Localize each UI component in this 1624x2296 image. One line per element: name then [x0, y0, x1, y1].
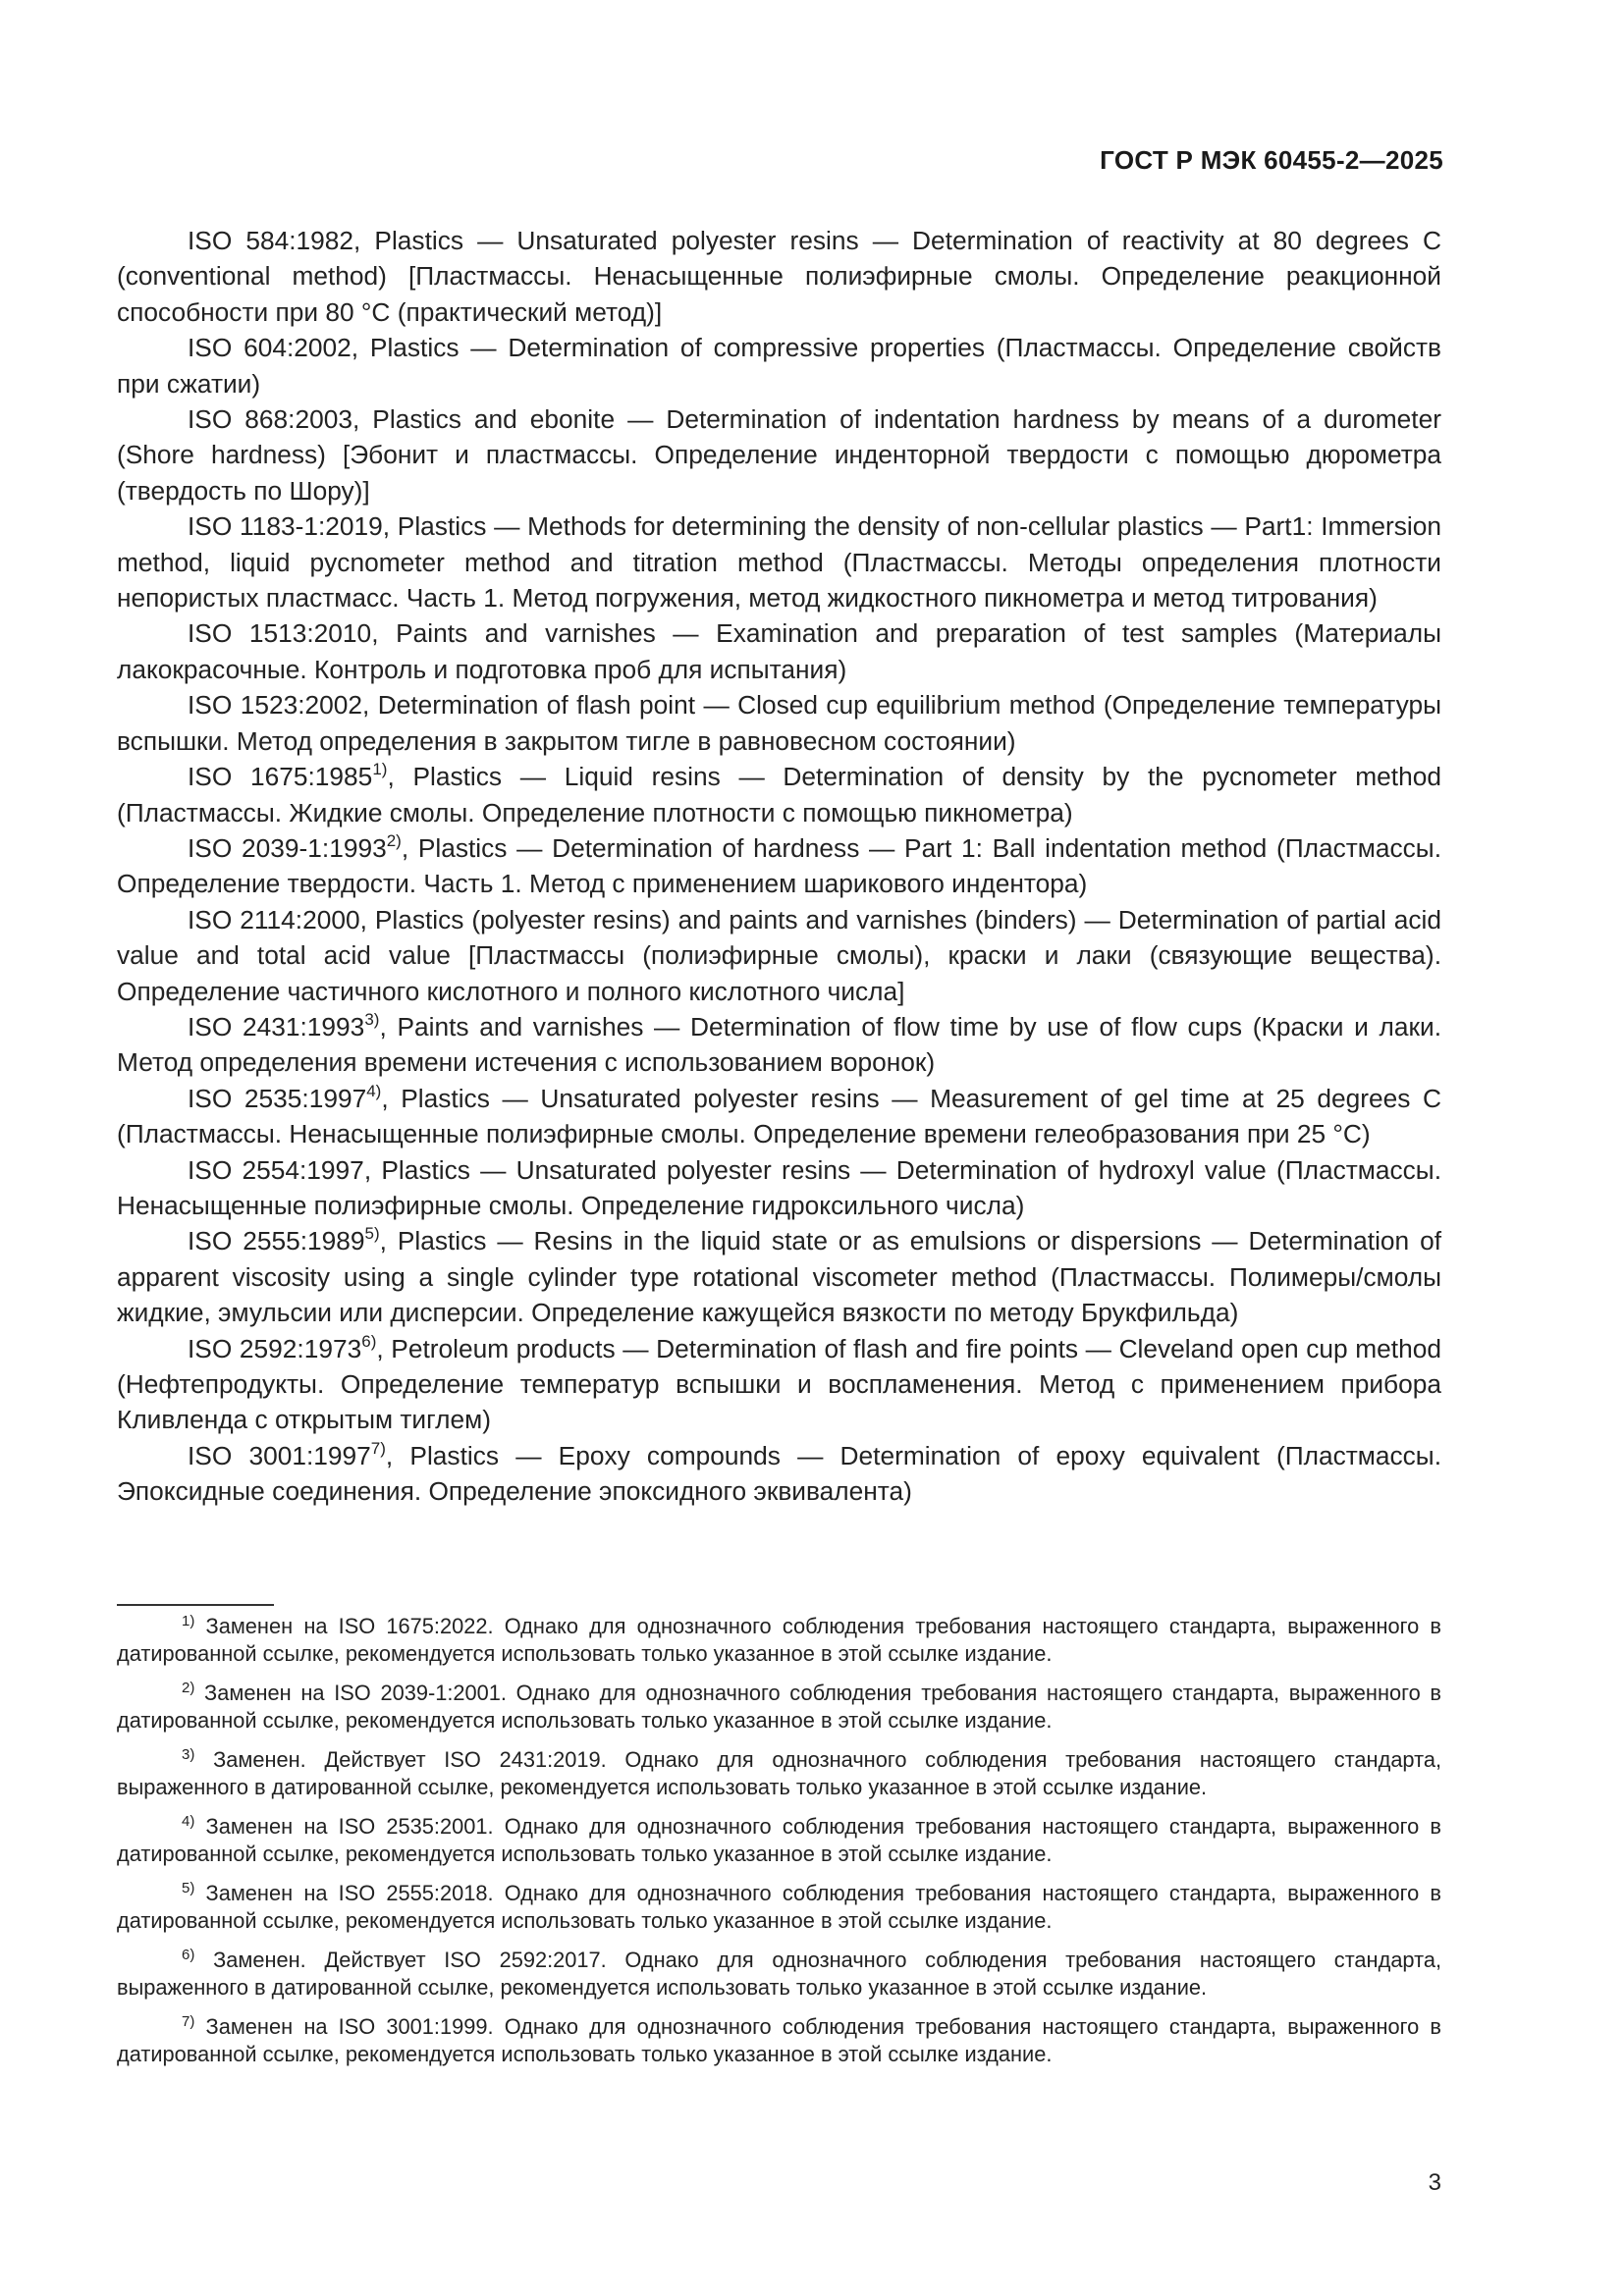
reference-id: ISO 868:2003	[188, 404, 352, 435]
reference-entry	[117, 615, 1441, 687]
footnote-separator	[117, 1604, 274, 1606]
footnote-number: 3)	[182, 1745, 195, 1763]
normative-references-list	[117, 223, 1441, 1510]
reference-id: ISO 2535:1997	[188, 1083, 367, 1113]
footnote-mark[interactable]: 2)	[386, 830, 402, 850]
reference-entry	[117, 1438, 1441, 1510]
reference-entry	[117, 1009, 1441, 1081]
footnotes-list	[117, 1613, 1441, 2080]
footnote	[117, 2013, 1441, 2068]
footnote-text: Заменен на ISO 2555:2018. Однако для однозначного соблюдения требования настоящего стандарта, выраженного в датированной ссылке, рекомендуется использовать только указанное в этой ссылке издание.	[117, 1881, 1441, 1933]
reference-entry	[117, 687, 1441, 759]
footnote	[117, 1680, 1441, 1735]
reference-entry	[117, 223, 1441, 330]
reference-text: , Petroleum products — Determination of flash and fire points — Cleveland open cup method (Нефтепродукты. Определение температур вспышки и воспламенения. Метод с применением прибора Кливленда с открытым тиглем)	[117, 1333, 1441, 1435]
footnote	[117, 1880, 1441, 1935]
footnote-number: 1)	[182, 1612, 195, 1629]
footnote-number: 2)	[182, 1679, 195, 1696]
reference-entry	[117, 902, 1441, 1009]
reference-id: ISO 2039-1:1993	[188, 832, 387, 863]
footnote	[117, 1947, 1441, 2002]
footnote-mark[interactable]: 6)	[361, 1331, 377, 1351]
reference-id: ISO 2431:1993	[188, 1011, 365, 1041]
reference-text: , Plastics and ebonite — Determination of indentation hardness by means of a durometer (Shore hardness) [Эбонит и пластмассы. Определение инденторной твердости с помощью дюрометра (твердость по Шору)]	[117, 404, 1441, 506]
footnote-text: Заменен на ISO 1675:2022. Однако для однозначного соблюдения требования настоящего стандарта, выраженного в датированной ссылке, рекомендуется использовать только указанное в этой ссылке издание.	[117, 1614, 1441, 1666]
footnote-number: 4)	[182, 1812, 195, 1830]
reference-id: ISO 2555:1989	[188, 1226, 365, 1256]
footnote-text: Заменен на ISO 3001:1999. Однако для однозначного соблюдения требования настоящего стандарта, выраженного в датированной ссылке, рекомендуется использовать только указанное в этой ссылке издание.	[117, 2014, 1441, 2066]
reference-id: ISO 1523:2002	[188, 690, 362, 721]
reference-entry	[117, 830, 1441, 902]
reference-entry	[117, 401, 1441, 508]
reference-id: ISO 1513:2010	[188, 618, 372, 649]
reference-text: , Plastics — Unsaturated polyester resins — Determination of hydroxyl value (Пластмассы. Ненасыщенные полиэфирные смолы. Определение гидроксильного числа)	[117, 1154, 1442, 1220]
footnote-mark[interactable]: 3)	[364, 1009, 380, 1029]
footnote	[117, 1613, 1441, 1668]
page-number: 3	[1428, 2169, 1441, 2196]
footnote-text: Заменен. Действует ISO 2592:2017. Однако для однозначного соблюдения требования настоящего стандарта, выраженного в датированной ссылке, рекомендуется использовать только указанное в этой ссылке издание.	[117, 1948, 1441, 2000]
reference-id: ISO 604:2002	[188, 333, 352, 363]
footnote-number: 7)	[182, 2012, 195, 2030]
footnote-number: 5)	[182, 1879, 195, 1896]
reference-text: , Plastics — Determination of compressive properties (Пластмассы. Определение свойств при сжатии)	[117, 333, 1441, 399]
footnote-text: Заменен на ISO 2535:2001. Однако для однозначного соблюдения требования настоящего стандарта, выраженного в датированной ссылке, рекомендуется использовать только указанное в этой ссылке издание.	[117, 1814, 1441, 1866]
reference-entry	[117, 330, 1441, 401]
footnote	[117, 1813, 1441, 1868]
reference-text: , Plastics (polyester resins) and paints and varnishes (binders) — Determination of partial acid value and total acid value [Пластмассы (полиэфирные смолы), краски и лаки (связующие вещества). Определение частичного кислотного и полного кислотного числа]	[117, 904, 1441, 1006]
footnote-number: 6)	[182, 1946, 195, 1963]
footnote-mark[interactable]: 7)	[370, 1438, 386, 1458]
reference-text: , Determination of flash point — Closed cup equilibrium method (Определение температуры вспышки. Метод определения в закрытом тигле в равновесном состоянии)	[117, 690, 1441, 756]
reference-entry	[117, 1223, 1441, 1330]
reference-entry	[117, 508, 1441, 615]
reference-text: , Plastics — Unsaturated polyester resins — Measurement of gel time at 25 degrees C (Пластмассы. Ненасыщенные полиэфирные смолы. Определение времени гелеобразования при 25 °С)	[117, 1083, 1442, 1149]
reference-text: , Paints and varnishes — Examination and preparation of test samples (Материалы лакокрасочные. Контроль и подготовка проб для испытания)	[117, 618, 1441, 684]
reference-id: ISO 2592:1973	[188, 1333, 362, 1363]
reference-id: ISO 1675:1985	[188, 762, 373, 792]
reference-id: ISO 2114:2000	[188, 904, 360, 934]
reference-text: , Plastics — Methods for determining the density of non-cellular plastics — Part1: Immersion method, liquid pycnometer method and titration method (Пластмассы. Методы определения плотности непористых пластмасс. Часть 1. Метод погружения, метод жидкостного пикнометра и метод титрования)	[117, 511, 1441, 614]
footnote-mark[interactable]: 4)	[366, 1081, 382, 1100]
reference-text: , Plastics — Epoxy compounds — Determination of epoxy equivalent (Пластмассы. Эпоксидные соединения. Определение эпоксидного эквивалента)	[117, 1440, 1441, 1507]
reference-id: ISO 3001:1997	[188, 1440, 371, 1470]
reference-id: ISO 2554:1997	[188, 1154, 364, 1185]
reference-entry	[117, 1081, 1441, 1152]
reference-text: , Plastics — Liquid resins — Determination of density by the pycnometer method (Пластмассы. Жидкие смолы. Определение плотности с помощью пикнометра)	[117, 762, 1441, 828]
reference-entry	[117, 1152, 1441, 1224]
reference-id: ISO 584:1982	[188, 226, 354, 255]
reference-text: , Plastics — Unsaturated polyester resins — Determination of reactivity at 80 degrees C (conventional method) [Пластмассы. Ненасыщенные полиэфирные смолы. Определение реакционной способности при 80 °С (практический метод)]	[117, 226, 1441, 327]
footnote-mark[interactable]: 1)	[372, 760, 388, 779]
reference-entry	[117, 759, 1441, 830]
reference-text: , Paints and varnishes — Determination of flow time by use of flow cups (Краски и лаки. Метод определения времени истечения с использованием воронок)	[117, 1011, 1441, 1078]
reference-text: , Plastics — Resins in the liquid state or as emulsions or dispersions — Determination of apparent viscosity using a single cylinder type rotational viscometer method (Пластмассы. Полимеры/смолы жидкие, эмульсии или дисперсии. Определение кажущейся вязкости по методу Брукфильда)	[117, 1226, 1441, 1328]
standard-header: ГОСТ Р МЭК 60455-2—2025	[1100, 145, 1443, 175]
footnote	[117, 1746, 1441, 1801]
reference-id: ISO 1183-1:2019	[188, 511, 383, 542]
footnote-text: Заменен на ISO 2039-1:2001. Однако для однозначного соблюдения требования настоящего стандарта, выраженного в датированной ссылке, рекомендуется использовать только указанное в этой ссылке издание.	[117, 1681, 1441, 1733]
footnote-mark[interactable]: 5)	[364, 1224, 380, 1244]
footnote-text: Заменен. Действует ISO 2431:2019. Однако для однозначного соблюдения требования настоящего стандарта, выраженного в датированной ссылке, рекомендуется использовать только указанное в этой ссылке издание.	[117, 1747, 1441, 1799]
reference-text: , Plastics — Determination of hardness — Part 1: Ball indentation method (Пластмассы. Определение твердости. Часть 1. Метод с применением шарикового индентора)	[117, 832, 1441, 899]
reference-entry	[117, 1331, 1441, 1438]
